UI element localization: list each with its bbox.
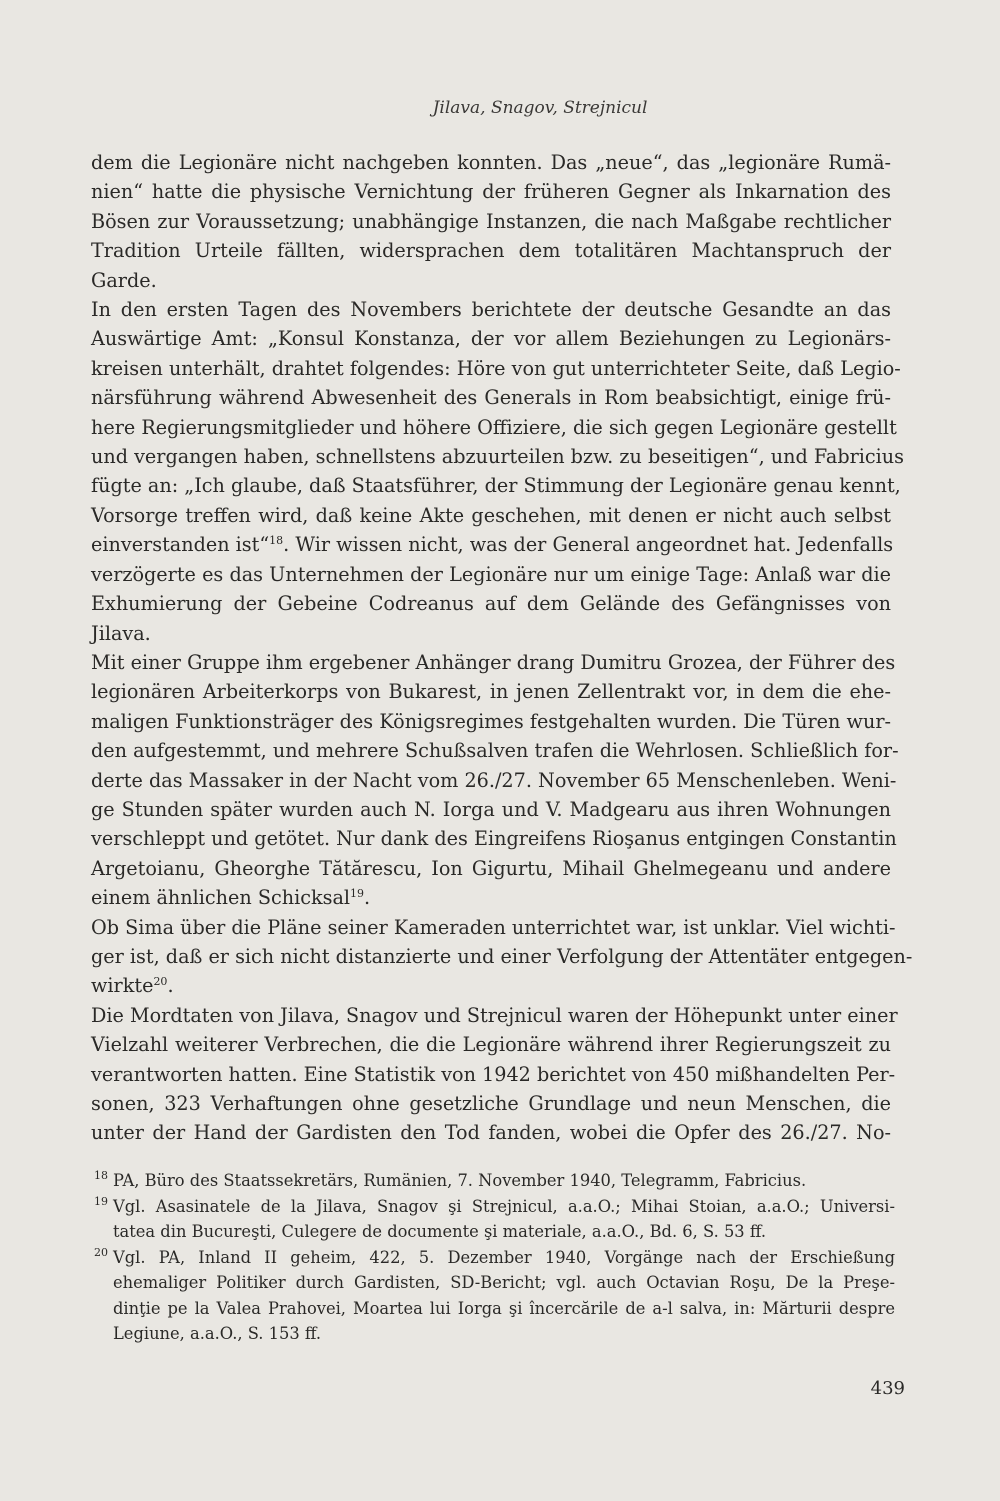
text-line: Mit einer Gruppe ihm ergebener Anhänger drang Dumitru Grozea, der Führer des	[91, 650, 896, 674]
text-line: den aufgestemmt, und mehrere Schußsalven trafen die Wehrlosen. Schließlich for-	[91, 739, 899, 763]
footnote	[90, 1245, 895, 1347]
text-line: verantworten hatten. Eine Statistik von 1942 berichtet von 450 mißhandelten Per-	[91, 1062, 896, 1086]
footnote	[90, 1194, 895, 1245]
paragraph	[91, 1001, 898, 1148]
text-fragment: einverstanden ist“	[91, 533, 270, 557]
text-line: unter der Hand der Gardisten den Tod fanden, wobei die Opfer des 26./27. No-	[91, 1121, 891, 1145]
footnote-number: 20	[94, 1245, 108, 1259]
text-line: fügte an: „Ich glaube, daß Staatsführer, der Stimmung der Legionäre genau kennt,	[91, 474, 901, 498]
main-text	[91, 148, 913, 1148]
footnote-line: Vgl. PA, Inland II geheim, 422, 5. Dezember 1940, Vorgänge nach der Erschießung	[113, 1247, 895, 1267]
text-line	[91, 530, 894, 559]
text-fragment: .	[364, 886, 371, 910]
text-line: und vergangen haben, schnellstens abzuurteilen bzw. zu beseitigen“, und Fabricius	[91, 445, 905, 469]
text-line: Tradition Urteile fällten, widersprachen dem totalitären Machtanspruch der	[91, 239, 891, 263]
footnote-ref[interactable]: 18	[269, 534, 284, 548]
footnotes	[90, 1168, 895, 1347]
text-line: kreisen unterhält, drahtet folgendes: Höre von gut unterrichteter Seite, daß Legio-	[91, 356, 901, 380]
footnote-line: Vgl. Asasinatele de la Jilava, Snagov şi Strejnicul, a.a.O.; Mihai Stoian, a.a.O.; Universi-	[113, 1196, 895, 1216]
footnote-line: dinţie pe la Valea Prahovei, Moartea lui Iorga şi încercările de a-l salva, in: Mărturii despre	[113, 1298, 895, 1318]
text-line: Bösen zur Voraussetzung; unabhängige Instanzen, die nach Maßgabe rechtlicher	[91, 209, 891, 233]
text-line: In den ersten Tagen des Novembers berichtete der deutsche Gesandte an das	[91, 298, 891, 322]
page-number: 439	[870, 1378, 905, 1399]
footnote-line: ehemaliger Politiker durch Gardisten, SD-Bericht; vgl. auch Octavian Roşu, De la Preşe-	[113, 1273, 895, 1292]
text-fragment: . Wir wissen nicht, was der General angeordnet hat. Jedenfalls	[283, 533, 894, 557]
paragraph	[91, 913, 913, 1001]
footnote-line: tatea din Bucureşti, Culegere de documente şi materiale, a.a.O., Bd. 6, S. 53 ff.	[113, 1222, 766, 1241]
text-line	[91, 971, 891, 1000]
text-fragment: einem ähnlichen Schicksal	[91, 886, 351, 910]
text-line: dem die Legionäre nicht nachgeben konnten. Das „neue“, das „legionäre Rumä-	[91, 151, 891, 174]
text-line: Ob Sima über die Pläne seiner Kameraden unterrichtet war, ist unklar. Viel wichti-	[91, 915, 896, 939]
text-line: derte das Massaker in der Nacht vom 26./27. November 65 Menschenleben. Weni-	[91, 768, 897, 792]
footnote-ref[interactable]: 19	[350, 887, 365, 901]
text-line: närsführung während Abwesenheit des Generals in Rom beabsichtigt, einige frü-	[91, 386, 891, 410]
text-line: Jilava.	[91, 621, 151, 645]
paragraph	[91, 295, 905, 648]
text-line: verschleppt und getötet. Nur dank des Eingreifens Rioşanus entgingen Constantin	[91, 827, 897, 851]
text-line: nien“ hatte die physische Vernichtung der früheren Gegner als Inkarnation des	[91, 180, 891, 204]
text-line: Garde.	[91, 268, 157, 292]
footnote-line: PA, Büro des Staatssekretärs, Rumänien, 7. November 1940, Telegramm, Fabricius.	[113, 1171, 807, 1190]
footnote-number: 18	[94, 1169, 108, 1182]
text-line: Exhumierung der Gebeine Codreanus auf dem Gelände des Gefängnisses von	[91, 592, 891, 616]
text-line: ge Stunden später wurden auch N. Iorga und V. Madgearu aus ihren Wohnungen	[91, 797, 891, 821]
text-line: ger ist, daß er sich nicht distanzierte und einer Verfolgung der Attentäter entgegen-	[91, 944, 913, 968]
footnote	[90, 1168, 895, 1194]
footnote-line: Legiune, a.a.O., S. 153 ff.	[113, 1324, 322, 1343]
footnote-ref[interactable]: 20	[153, 975, 168, 989]
running-header	[0, 98, 1000, 118]
text-line: here Regierungsmitglieder und höhere Offiziere, die sich gegen Legionäre gestellt	[91, 415, 897, 439]
text-line: Vielzahl weiterer Verbrechen, die die Legionäre während ihrer Regierungszeit zu	[91, 1033, 891, 1057]
paragraph	[91, 148, 891, 295]
text-line: Die Mordtaten von Jilava, Snagov und Strejnicul waren der Höhepunkt unter einer	[91, 1003, 898, 1027]
text-line: legionären Arbeiterkorps von Bukarest, in jenen Zellentrakt vor, in dem die ehe-	[91, 680, 891, 704]
text-fragment: .	[167, 974, 174, 998]
footnote-number: 19	[94, 1194, 108, 1208]
text-line: Argetoianu, Gheorghe Tătărescu, Ion Gigurtu, Mihail Ghelmegeanu und andere	[91, 856, 891, 880]
paragraph	[91, 648, 899, 913]
text-line: sonen, 323 Verhaftungen ohne gesetzliche Grundlage und neun Menschen, die	[91, 1092, 891, 1115]
text-line: verzögerte es das Unternehmen der Legionäre nur um einige Tage: Anlaß war die	[91, 562, 891, 586]
text-line: Vorsorge treffen wird, daß keine Akte geschehen, mit denen er nicht auch selbst	[91, 503, 891, 527]
text-fragment: wirkte	[91, 974, 154, 998]
running-title: Jilava, Snagov, Strejnicul	[432, 98, 648, 118]
text-line: Auswärtige Amt: „Konsul Konstanza, der vor allem Beziehungen zu Legionärs-	[91, 327, 891, 351]
text-line: maligen Funktionsträger des Königsregimes festgehalten wurden. Die Türen wur-	[91, 709, 891, 733]
text-line	[91, 883, 891, 912]
